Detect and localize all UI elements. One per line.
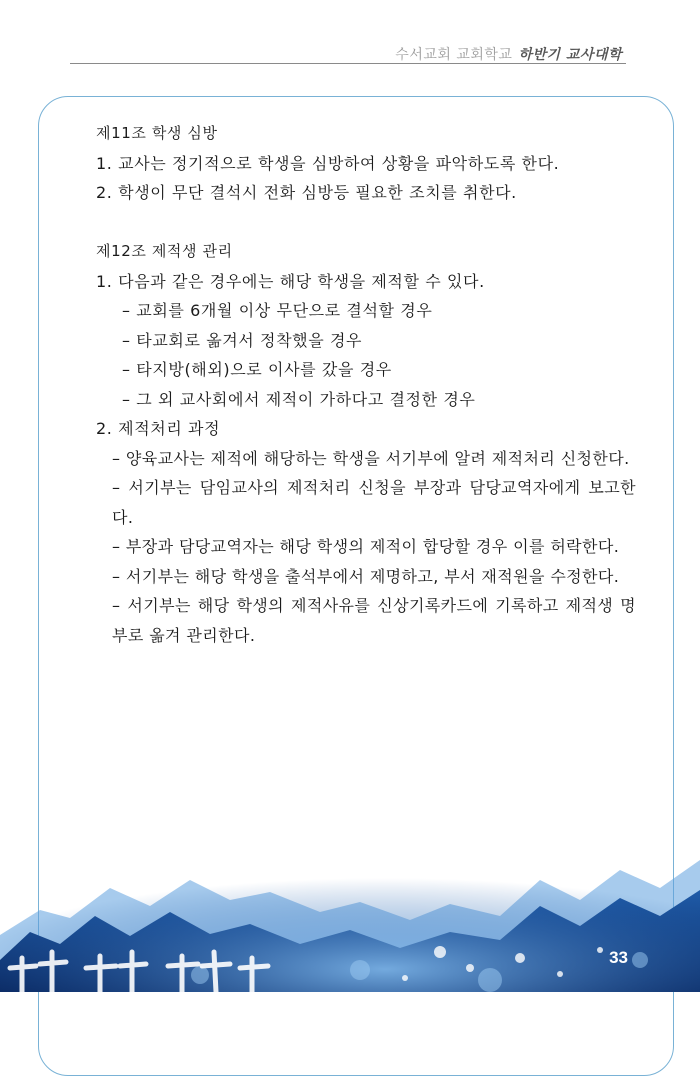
list-item: 1. 교사는 정기적으로 학생을 심방하여 상황을 파악하도록 한다. xyxy=(96,153,560,173)
header-emphasis: 하반기 교사대학 xyxy=(518,47,622,63)
list-item: 2. 학생이 무단 결석시 전화 심방등 필요한 조치를 취한다. xyxy=(96,183,517,202)
list-item: 1. 다음과 같은 경우에는 해당 학생을 제적할 수 있다. xyxy=(96,271,485,291)
mountain-decoration xyxy=(0,840,700,992)
case-item: – 타지방(해외)으로 이사를 갔을 경우 xyxy=(122,360,392,379)
running-header xyxy=(395,44,622,64)
header-title: 수서교회 교회학교 xyxy=(395,47,513,63)
step-item: – 서기부는 해당 학생을 출석부에서 제명하고, 부서 재적원을 수정한다. xyxy=(112,566,620,586)
step-item: – 서기부는 담임교사의 제적처리 신청을 부장과 담당교역자에게 보고한다. xyxy=(112,478,636,527)
document-body xyxy=(96,119,636,650)
case-item: – 그 외 교사회에서 제적이 가하다고 결정한 경우 xyxy=(122,389,476,409)
page-number: 33 xyxy=(609,948,628,967)
section-title: 제12조 제적생 관리 xyxy=(96,242,233,260)
step-item: – 서기부는 해당 학생의 제적사유를 신상기록카드에 기록하고 제적생 명부로 옮겨 관리한다. xyxy=(112,596,636,645)
list-item: 2. 제적처리 과정 xyxy=(96,419,221,438)
section-title: 제11조 학생 심방 xyxy=(96,124,218,142)
case-item: – 타교회로 옮겨서 정착했을 경우 xyxy=(122,330,363,350)
header-rule xyxy=(70,63,626,64)
spacer xyxy=(96,208,636,238)
step-item: – 양육교사는 제적에 해당하는 학생을 서기부에 알려 제적처리 신청한다. xyxy=(112,448,630,468)
case-item: – 교회를 6개월 이상 무단으로 결석할 경우 xyxy=(122,301,433,320)
step-item: – 부장과 담당교역자는 해당 학생의 제적이 합당할 경우 이를 허락한다. xyxy=(112,537,620,556)
